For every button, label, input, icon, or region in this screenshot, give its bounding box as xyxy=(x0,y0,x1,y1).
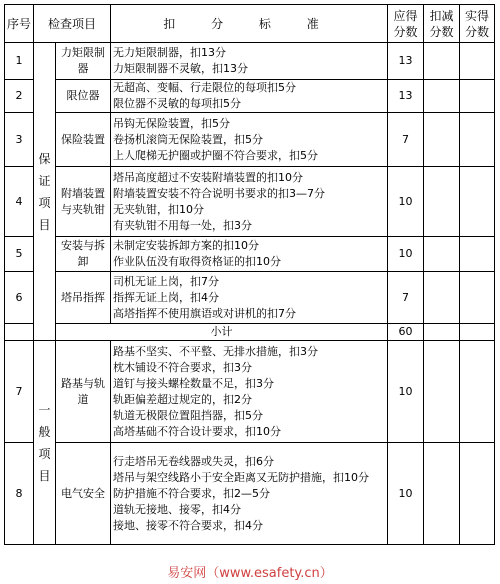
table-row xyxy=(5,272,495,324)
subtotal-score: 60 xyxy=(388,324,424,341)
standard-line: 枕木铺设不符合要求，扣3分 xyxy=(113,360,253,374)
row-should-score: 10 xyxy=(388,341,424,443)
table-row xyxy=(5,341,495,443)
row-item: 限位器 xyxy=(56,80,111,113)
row-should-score: 7 xyxy=(388,113,424,167)
standard-line: 塔吊与架空线路小于安全距离又无防护措施，扣10分 xyxy=(113,470,370,484)
row-deduct-score[interactable] xyxy=(424,443,460,545)
row-item: 塔吊指挥 xyxy=(56,272,111,324)
header-deduct-score: 扣减分数 xyxy=(424,5,460,43)
row-deduct-score[interactable] xyxy=(424,80,460,113)
watermark-bar xyxy=(0,562,500,581)
standard-line: 轨道无极限位置阻挡器，扣5分 xyxy=(113,408,264,422)
row-seq: 5 xyxy=(5,237,34,272)
header-seq: 序号 xyxy=(5,5,34,43)
header-item: 检查项目 xyxy=(34,5,111,43)
row-should-score: 13 xyxy=(388,80,424,113)
standard-line: 路基不坚实、不平整、无排水措施，扣3分 xyxy=(113,344,319,358)
row-item: 保险装置 xyxy=(56,113,111,167)
row-deduct-score[interactable] xyxy=(424,272,460,324)
table-row xyxy=(5,80,495,113)
inspection-table xyxy=(4,4,495,545)
row-actual-score[interactable] xyxy=(460,167,495,237)
row-seq: 4 xyxy=(5,167,34,237)
row-standard xyxy=(111,43,388,80)
row-deduct-score[interactable] xyxy=(424,113,460,167)
standard-line: 司机无证上岗，扣7分 xyxy=(113,274,220,288)
standard-line: 塔吊高度超过不安装附墙装置的扣10分 xyxy=(113,170,304,184)
group-general xyxy=(34,341,56,545)
group-general-char: 一 xyxy=(38,402,51,417)
row-item: 力矩限制器 xyxy=(56,43,111,80)
row-standard xyxy=(111,443,388,545)
table-row xyxy=(5,113,495,167)
standard-line: 卷扬机滚筒无保险装置，扣5分 xyxy=(113,132,264,146)
standard-line: 无超高、变幅、行走限位的每项扣5分 xyxy=(113,81,297,94)
row-standard xyxy=(111,237,388,272)
row-item: 安装与拆卸 xyxy=(56,237,111,272)
standard-line: 指挥无证上岗，扣4分 xyxy=(113,290,220,304)
row-actual-score[interactable] xyxy=(460,237,495,272)
standard-line: 无夹轨钳，扣10分 xyxy=(113,202,205,216)
row-should-score: 10 xyxy=(388,443,424,545)
row-should-score: 10 xyxy=(388,237,424,272)
row-actual-score[interactable] xyxy=(460,272,495,324)
row-standard xyxy=(111,80,388,113)
row-standard xyxy=(111,167,388,237)
group-guarantee-char: 目 xyxy=(38,217,51,232)
row-seq: 7 xyxy=(5,341,34,443)
table-row xyxy=(5,443,495,545)
row-deduct-score[interactable] xyxy=(424,237,460,272)
subtotal-deduct[interactable] xyxy=(424,324,460,341)
watermark-text: 易安网（www.esafety.cn） xyxy=(167,566,333,581)
standard-line: 有夹轨钳不用每一处，扣3分 xyxy=(113,218,253,232)
standard-line: 接地、接零不符合要求，扣4分 xyxy=(113,518,264,532)
row-standard xyxy=(111,341,388,443)
standard-line: 吊钩无保险装置，扣5分 xyxy=(113,116,231,130)
group-guarantee xyxy=(34,43,56,341)
row-deduct-score[interactable] xyxy=(424,43,460,80)
row-seq: 1 xyxy=(5,43,34,80)
row-actual-score[interactable] xyxy=(460,341,495,443)
standard-line: 道轨无接地、接零，扣4分 xyxy=(113,502,242,516)
subtotal-label: 小计 xyxy=(56,324,388,341)
standard-line: 高塔基础不符合设计要求，扣10分 xyxy=(113,424,282,438)
row-deduct-score[interactable] xyxy=(424,341,460,443)
row-deduct-score[interactable] xyxy=(424,167,460,237)
standard-line: 高塔指挥不使用旗语或对讲机的扣7分 xyxy=(113,306,297,320)
row-item: 路基与轨道 xyxy=(56,341,111,443)
row-should-score: 7 xyxy=(388,272,424,324)
row-actual-score[interactable] xyxy=(460,80,495,113)
row-seq: 2 xyxy=(5,80,34,113)
row-actual-score[interactable] xyxy=(460,113,495,167)
row-standard xyxy=(111,113,388,167)
row-actual-score[interactable] xyxy=(460,443,495,545)
group-guarantee-char: 保 xyxy=(38,151,51,166)
row-seq: 3 xyxy=(5,113,34,167)
standard-line: 上人爬梯无护圈或护圈不符合要求，扣5分 xyxy=(113,148,319,162)
standard-line: 附墙装置安装不符合说明书要求的扣3—7分 xyxy=(113,186,326,200)
standard-line: 未制定安装拆卸方案的扣10分 xyxy=(113,239,260,252)
standard-line: 轨距偏差超过规定的，扣2分 xyxy=(113,392,253,406)
table-row xyxy=(5,237,495,272)
standard-line: 作业队伍没有取得资格证的扣10分 xyxy=(113,255,282,268)
row-seq: 8 xyxy=(5,443,34,545)
row-standard xyxy=(111,272,388,324)
header-should-score: 应得分数 xyxy=(388,5,424,43)
group-guarantee-char: 项 xyxy=(38,195,51,210)
row-seq: 6 xyxy=(5,272,34,324)
standard-line: 道钉与接头螺栓数量不足，扣3分 xyxy=(113,376,275,390)
row-actual-score[interactable] xyxy=(460,43,495,80)
header-actual-score: 实得分数 xyxy=(460,5,495,43)
group-general-char: 目 xyxy=(38,468,51,483)
row-should-score: 10 xyxy=(388,167,424,237)
standard-line: 防护措施不符合要求，扣2—5分 xyxy=(113,486,271,500)
standard-line: 行走塔吊无卷线器或失灵，扣6分 xyxy=(113,454,275,468)
row-item: 电气安全 xyxy=(56,443,111,545)
subtotal-row xyxy=(5,324,495,341)
group-general-char: 项 xyxy=(38,446,51,461)
subtotal-seq xyxy=(5,324,34,341)
header-row xyxy=(5,5,495,43)
standard-line: 无力矩限制器，扣13分 xyxy=(113,46,227,59)
row-item: 附墙装置与夹轨钳 xyxy=(56,167,111,237)
row-should-score: 13 xyxy=(388,43,424,80)
table-row xyxy=(5,43,495,80)
standard-line: 限位器不灵敏的每项扣5分 xyxy=(113,97,242,110)
subtotal-actual[interactable] xyxy=(460,324,495,341)
table-row xyxy=(5,167,495,237)
standard-line: 力矩限制器不灵敏，扣13分 xyxy=(113,62,249,75)
header-standard: 扣 分 标 准 xyxy=(111,5,388,43)
group-guarantee-char: 证 xyxy=(38,173,51,188)
group-general-char: 般 xyxy=(38,424,51,439)
